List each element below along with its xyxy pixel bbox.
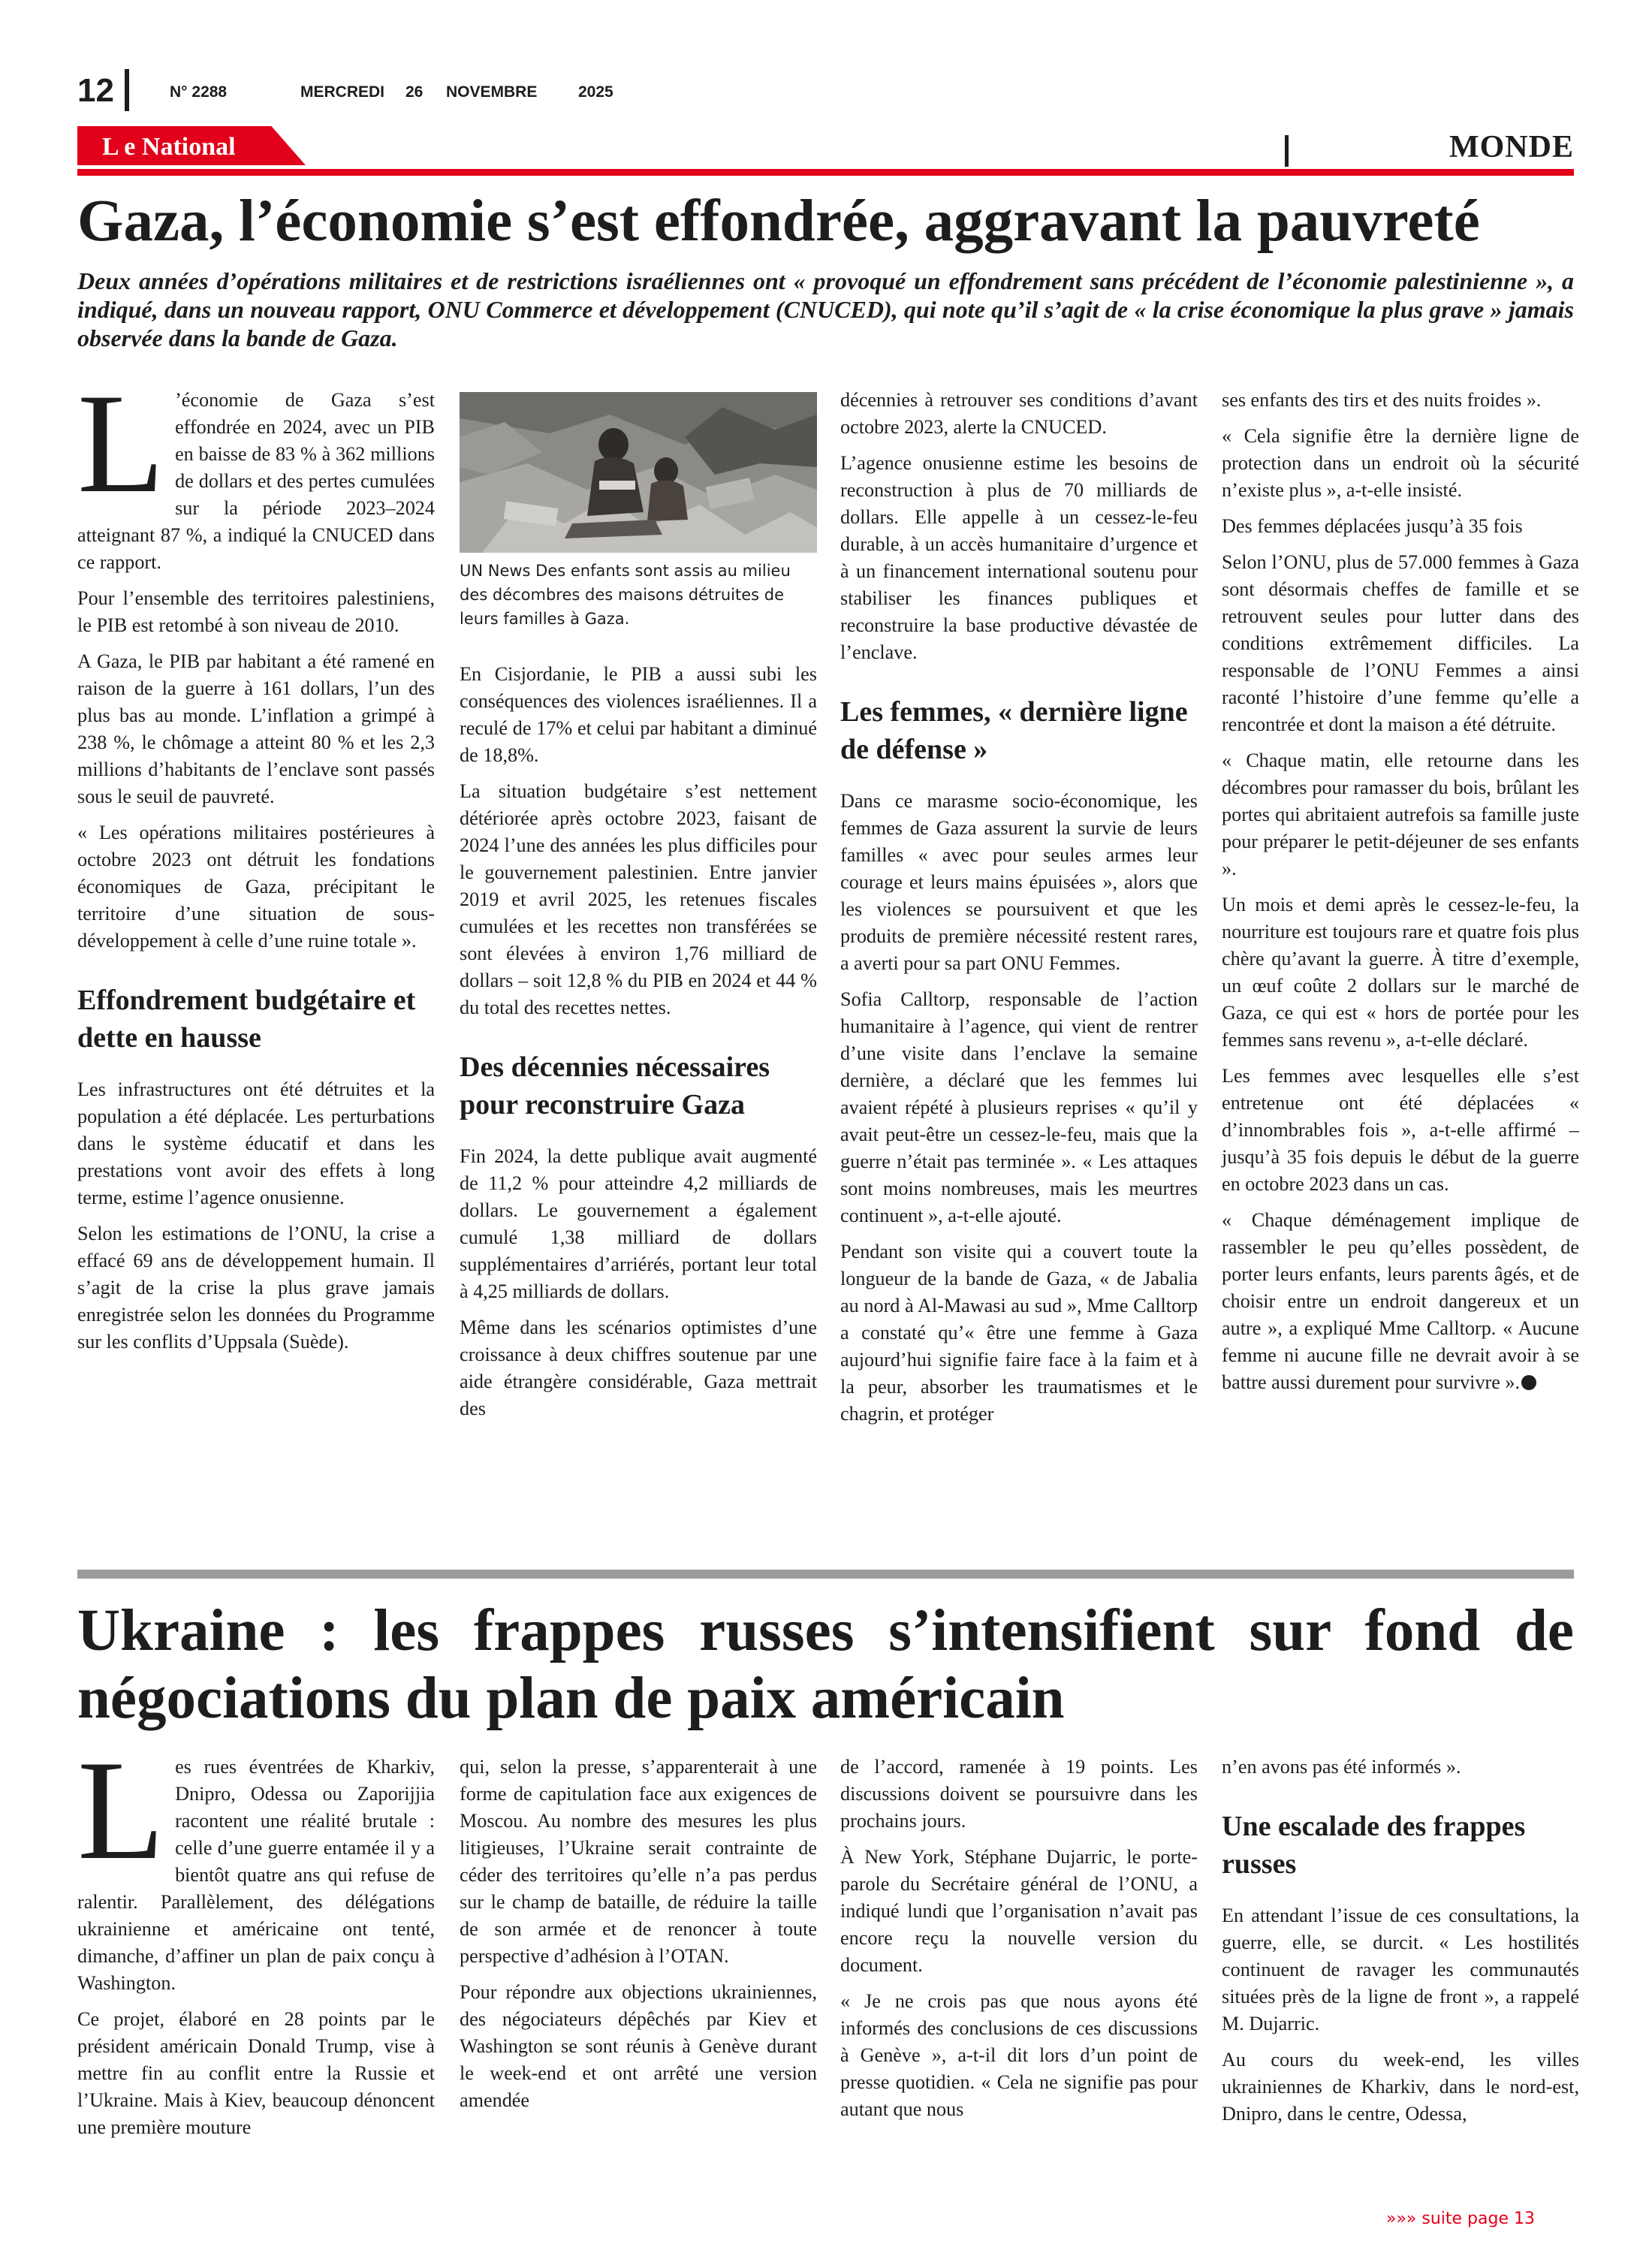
- article1-column-4: [1222, 387, 1579, 1405]
- photo-caption: UN News Des enfants sont assis au milieu des décombres des maisons détruites de leurs familles à Gaza.: [460, 562, 791, 628]
- paragraph: décennies à retrouver ses conditions d’avant octobre 2023, alerte la CNUCED.: [840, 389, 1198, 438]
- paragraph: « Les opérations militaires postérieures à octobre 2023 ont détruit les fondations économiques de Gaza, précipitant le territoire d’une situation de sous-développement à celle d’une ruine totale ».: [77, 822, 435, 952]
- article2-column-1: [77, 1732, 435, 2150]
- article2-column-3: [840, 1754, 1198, 2132]
- paragraph: « Je ne crois pas que nous ayons été informés des conclusions de ces discussions à Genève », a-t-il dit lors d’un point de presse quotidien. « Cela ne signifie pas pour autant que nous: [840, 1990, 1198, 2120]
- inline-heading: Des femmes déplacées jusqu’à 35 fois: [1222, 515, 1523, 537]
- paragraph: La situation budgétaire s’est nettement détériorée après octobre 2023, faisant de 2024 l’une des années les plus difficiles pour le gouvernement palestinien. Entre janvier 2019 et avril 2025, les retenues fiscales cumulées et les recettes non transférées se sont élevées à environ 1,76 milliard de dollars – soit 12,8 % du PIB en 2024 et 44 % du total des recettes nettes.: [460, 780, 817, 1018]
- rubric-divider: [1285, 135, 1289, 167]
- article2-column-4: [1222, 1754, 1579, 2137]
- paragraph: Ce projet, élaboré en 28 points par le président américain Donald Trump, vise à mettre fin au conflit entre la Russie et l’Ukraine. Mais à Kiev, beaucoup dénoncent une première mouture: [77, 2008, 435, 2138]
- article2-column-2: [460, 1754, 817, 2123]
- article1-title: Gaza, l’économie s’est effondrée, aggravant la pauvreté: [77, 189, 1480, 254]
- article1-column-3: [840, 387, 1198, 1437]
- dropcap: L: [77, 1732, 165, 1890]
- paragraph: ses enfants des tirs et des nuits froides ».: [1222, 389, 1542, 411]
- article1-column-2: [460, 661, 817, 1431]
- subheading: Effondrement budgétaire et dette en hausse: [77, 985, 416, 1054]
- paragraph: qui, selon la presse, s’apparenterait à une forme de capitulation face aux exigences de Moscou. Au nombre des mesures les plus litigieuses, l’Ukraine serait contrainte de céder des territoires qu’elle n’a pas perdus sur le champ de bataille, de réduire la taille de son armée et de renoncer à toute perspective d’adhésion à l’OTAN.: [460, 1756, 817, 1967]
- article-separator: [77, 1570, 1574, 1579]
- end-mark-icon: [1521, 1375, 1536, 1390]
- paragraph: Pour répondre aux objections ukrainiennes, des négociateurs dépêchés par Kiev et Washington se sont réunis à Genève durant le week-end et ont arrêté une version amendée: [460, 1981, 817, 2111]
- paragraph: À New York, Stéphane Dujarric, le porte-parole du Secrétaire général de l’ONU, a indiqué lundi que l’organisation n’avait pas encore reçu la nouvelle version du document.: [840, 1846, 1198, 1976]
- paragraph: A Gaza, le PIB par habitant a été ramené en raison de la guerre à 161 dollars, l’un des plus bas au monde. L’inflation a grimpé à 238 %, le chômage a atteint 80 % et les 2,3 millions d’habitants de l’enclave sont passés sous le seuil de pauvreté.: [77, 650, 435, 807]
- paragraph: Même dans les scénarios optimistes d’une croissance à deux chiffres soutenue par une aide étrangère considérable, Gaza mettrait des: [460, 1317, 817, 1419]
- paragraph: Les infrastructures ont été détruites et la population a été déplacée. Les perturbations dans le système éducatif et dans les prestations vont avoir des effets à long terme, estime l’agence onusienne.: [77, 1078, 435, 1208]
- paragraph: « Chaque matin, elle retourne dans les décombres pour ramasser du bois, brûlant les portes qui abritaient autrefois sa famille juste pour préparer le petit-déjeuner de ses enfants ».: [1222, 749, 1579, 879]
- paragraph: Sofia Calltorp, responsable de l’action humanitaire à l’agence, qui vient de rentrer d’une visite dans l’enclave la semaine dernière, a déclaré que les femmes lui avaient répété à plusieurs reprises « qu’il y avait peut-être un cessez-le-feu, mais que la guerre n’était pas terminée ». « Les attaques sont moins nombreuses, mais les meurtres continuent », a-t-elle ajouté.: [840, 988, 1198, 1226]
- paragraph: Dans ce marasme socio-économique, les femmes de Gaza assurent la survie de leurs familles « avec pour seules armes leur courage et leurs mains épuisées », alors que les violences se poursuivent et que les produits de première nécessité restent rares, a averti pour sa part ONU Femmes.: [840, 790, 1198, 974]
- header-divider: [125, 69, 129, 111]
- section-rubric: MONDE: [1449, 130, 1574, 164]
- paragraph: Pendant son visite qui a couvert toute la longueur de la bande de Gaza, « de Jabalia au nord à Al-Mawasi au sud », Mme Calltorp a constaté qu’« être une femme à Gaza aujourd’hui signifie faire face à la faim et à la peur, absorber les traumatismes et le chagrin, et protéger: [840, 1241, 1198, 1425]
- article1-lead-paragraph: L ’économie de Gaza s’est effondrée en 2024, avec un PIB en baisse de 83 % à 362 millions de dollars et des pertes cumulées sur la période 2023–2024 atteignant 87 %, a indiqué la CNUCED dans ce rapport.: [77, 365, 435, 573]
- dropcap: L: [77, 365, 165, 523]
- paragraph: Selon l’ONU, plus de 57.000 femmes à Gaza sont désormais cheffes de famille et se retrouvent seules pour lutter dans des conditions extrêmement difficiles. La responsable de l’ONU Femmes a ainsi raconté l’histoire d’une femme qu’elle a rencontrée et dont la maison a été détruite.: [1222, 551, 1579, 735]
- paragraph: « Cela signifie être la dernière ligne de protection dans un endroit où la sécurité n’existe plus », a-t-elle insisté.: [1222, 425, 1579, 501]
- paragraph: En Cisjordanie, le PIB a aussi subi les conséquences des violences israéliennes. Il a reculé de 17% et celui par habitant a diminué de 18,8%.: [460, 663, 817, 766]
- paragraph: de l’accord, ramenée à 19 points. Les discussions doivent se poursuivre dans les prochains jours.: [840, 1756, 1198, 1832]
- paragraph: Au cours du week-end, les villes ukrainiennes de Kharkiv, dans le nord-est, Dnipro, dans le centre, Odessa,: [1222, 2049, 1579, 2125]
- paragraph: Pour l’ensemble des territoires palestiniens, le PIB est retombé à son niveau de 2010.: [77, 587, 435, 636]
- subheading: Une escalade des frappes russes: [1222, 1811, 1526, 1880]
- article1-column-1: [77, 365, 435, 1365]
- article1-photo: [460, 392, 817, 553]
- paragraph: Fin 2024, la dette publique avait augmenté de 11,2 % pour atteindre 4,2 milliards de dollars. Le gouvernement a également cumulé 1,38 milliard de dollars supplémentaires d’arriérés, portant leur total à 4,25 milliards de dollars.: [460, 1145, 817, 1302]
- paragraph: Un mois et demi après le cessez-le-feu, la nourriture est toujours rare et quatre fois plus chère qu’avant la guerre. À titre d’exemple, un œuf coûte 2 dollars sur le marché de Gaza, ce qui est « hors de portée pour les femmes sans revenu », a-t-elle déclaré.: [1222, 894, 1579, 1051]
- date-year: 2025: [578, 83, 613, 101]
- article2-lead-paragraph: Les rues éventrées de Kharkiv, Dnipro, Odessa ou Zaporijjia racontent une réalité brutale : celle d’une guerre entamée il y a bientôt quatre ans qui refuse de ralentir. Parallèlement, des délégations ukrainienne et américaine ont tenté, dimanche, d’affiner un plan de paix conçu à Washington.: [77, 1732, 435, 1994]
- header-rule: [77, 169, 1574, 176]
- date-day: 26: [405, 83, 424, 101]
- paragraph: L’agence onusienne estime les besoins de reconstruction à plus de 70 milliards de dollars. Elle appelle à un cessez-le-feu durable, à un accès humanitaire d’urgence et à un financement international soutenu pour stabiliser les finances publiques et reconstruire la base productive dévastée de l’enclave.: [840, 452, 1198, 663]
- issue-number: N° 2288: [170, 83, 228, 101]
- paragraph: Selon les estimations de l’ONU, la crise a effacé 69 ans de développement humain. Il s’agit de la crise la plus grave jamais enregistrée selon les données du Programme sur les conflits d’Uppsala (Suède).: [77, 1223, 435, 1353]
- paragraph: n’en avons pas été informés ».: [1222, 1756, 1461, 1778]
- closing-paragraph: « Chaque déménagement implique de rassembler le peu qu’elles possèdent, de porter leurs enfants, leurs parents âgés, et de choisir entre un endroit dangereux et un autre », a expliqué Mme Calltorp. « Aucune femme ni aucune fille ne devrait avoir à se battre aussi durement pour survivre ».: [1222, 1209, 1579, 1393]
- page-number: 12: [77, 72, 114, 109]
- paragraph: En attendant l’issue de ces consultations, la guerre, elle, se durcit. « Les hostilités continuent de ravager les communautés situées près de la ligne de front », a rappelé M. Dujarric.: [1222, 1905, 1579, 2034]
- date-month: NOVEMBRE: [446, 83, 538, 101]
- continued-link[interactable]: »»» suite page 13: [1386, 2209, 1535, 2228]
- subheading: Les femmes, « dernière ligne de défense »: [840, 696, 1188, 765]
- subheading: Des décennies nécessaires pour reconstruire Gaza: [460, 1051, 770, 1120]
- article1-standfirst: Deux années d’opérations militaires et de restrictions israéliennes ont « provoqué un effondrement sans précédent de l’économie palestinienne », a indiqué, dans un nouveau rapport, ONU Commerce et développement (CNUCED), qui note qu’il s’agit de « la crise économique la plus grave » jamais observée dans la bande de Gaza.: [77, 267, 1574, 351]
- newspaper-name: L e National: [102, 133, 236, 161]
- article2-title: Ukraine : les frappes russes s’intensifient sur fond de négociations du plan de paix américain: [77, 1598, 1574, 1731]
- paragraph: Les femmes avec lesquelles elle s’est entretenue ont été déplacées « d’innombrables fois », a-t-elle affirmé – jusqu’à 35 fois depuis le début de la guerre en octobre 2023 dans un cas.: [1222, 1065, 1579, 1195]
- date-weekday: MERCREDI: [300, 83, 385, 101]
